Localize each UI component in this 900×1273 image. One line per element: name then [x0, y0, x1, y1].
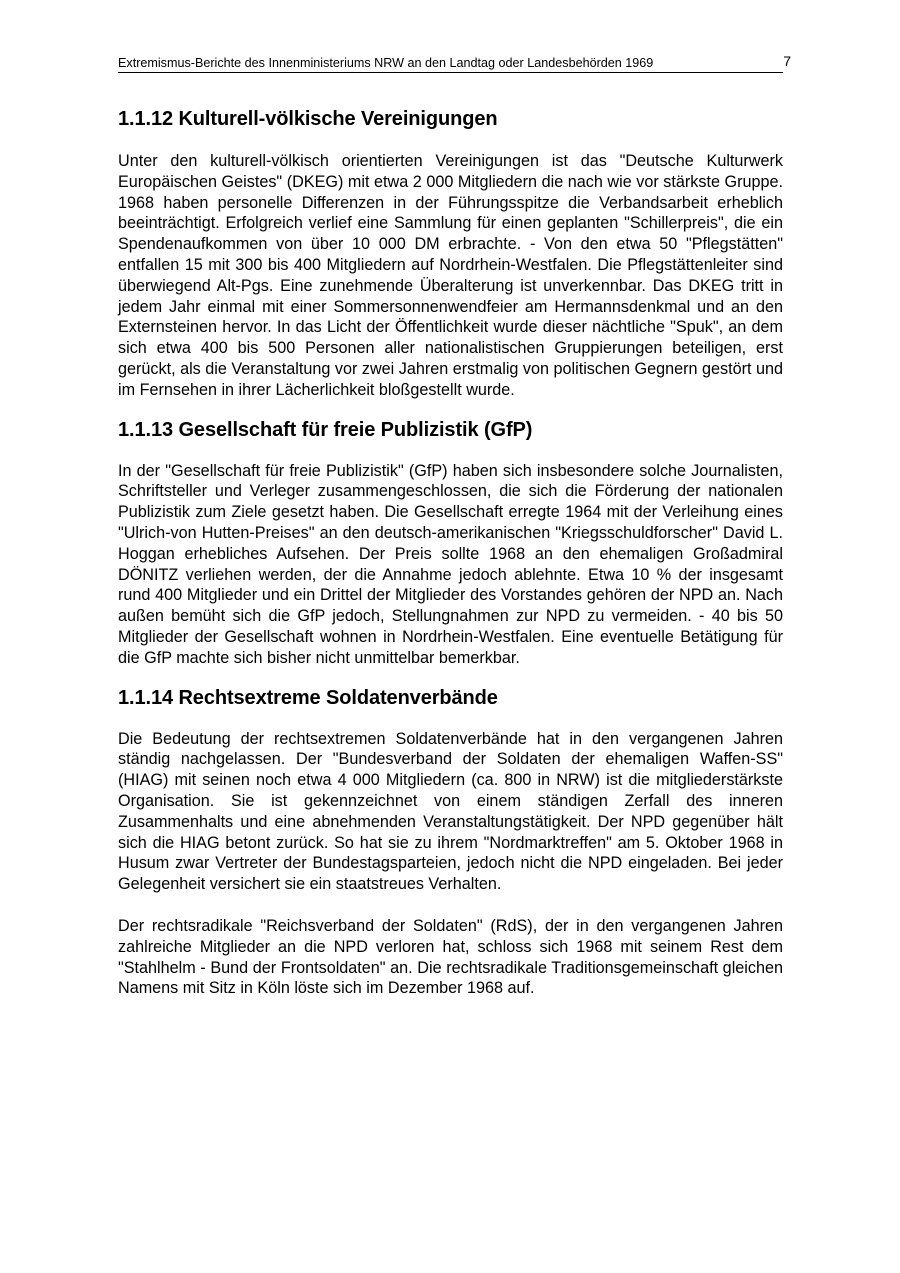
paragraph-soldatenverbaende: Die Bedeutung der rechtsextremen Soldatenverbände hat in den vergangenen Jahren ständig nachgelassen. Der "Bundesverband der Soldaten der ehemaligen Waffen-SS" (HIAG) mit seinen noch etwa 4 000 Mitgliedern (ca. 800 in NRW) ist die mitgliederstärkste Organisation. Sie ist gekennzeichnet von einem ständigen Zerfall des inneren Zusammenhalts und eine abnehmenden Veranstaltungstätigkeit. Der NPD gegenüber hält sich die HIAG betont zurück. So hat sie zu ihrem "Nordmarktreffen" am 5. Oktober 1968 in Husum zwar Vertreter der Bundestagsparteien, jedoch nicht die NPD eingeladen. Bei jeder Gelegenheit versichert sie ein staatstreues Verhalten. — [118, 729, 783, 894]
paragraph-gfp: In der "Gesellschaft für freie Publizistik" (GfP) haben sich insbesondere solche Journalisten, Schriftsteller und Verleger zusammengeschlossen, die sich die Förderung der nationalen Publizistik zum Ziele gesetzt haben. Die Gesellschaft erregte 1964 mit der Verleihung eines "Ulrich-von Hutten-Preises" an den deutsch-amerikanischen "Kriegsschuldforscher" David L. Hoggan erhebliches Aufsehen. Der Preis sollte 1968 an den ehemaligen Großadmiral DÖNITZ verliehen werden, der die Annahme jedoch ablehnte. Etwa 10 % der insgesamt rund 400 Mitglieder und ein Drittel der Mitglieder des Vorstandes gehören der NPD an. Nach außen bemüht sich die GfP jedoch, Stellungnahmen zur NPD zu vermeiden. - 40 bis 50 Mitglieder der Gesellschaft wohnen in Nordrhein-Westfalen. Eine eventuelle Betätigung für die GfP machte sich bisher nicht unmittelbar bemerkbar. — [118, 461, 783, 667]
document-body — [118, 104, 783, 999]
header-title: Extremismus-Berichte des Innenministeriums NRW an den Landtag oder Landesbehörden 1969 — [118, 56, 654, 70]
section-heading-1-1-14: 1.1.14 Rechtsextreme Soldatenverbände — [118, 686, 498, 709]
paragraph-reichsverband: Der rechtsradikale "Reichsverband der Soldaten" (RdS), der in den vergangenen Jahren zahlreiche Mitglieder an die NPD verloren hat, schloss sich 1968 mit seinem Rest dem "Stahlhelm - Bund der Frontsoldaten" an. Die rechtsradikale Traditionsgemeinschaft gleichen Namens mit Sitz in Köln löste sich im Dezember 1968 auf. — [118, 916, 783, 998]
section-heading-1-1-12: 1.1.12 Kulturell-völkische Vereinigungen — [118, 108, 498, 130]
page-number: 7 — [783, 53, 791, 69]
paragraph-kulturell-voelkisch: Unter den kulturell-völkisch orientierten Vereinigungen ist das "Deutsche Kulturwerk Europäischen Geistes" (DKEG) mit etwa 2 000 Mitgliedern die nach wie vor stärkste Gruppe. 1968 haben personelle Differenzen in der Führungsspitze die Verbandsarbeit erheblich beeinträchtigt. Erfolgreich verlief eine Sammlung für einen geplanten "Schillerpreis", die ein Spendenaufkommen von über 10 000 DM erbrachte. - Von den etwa 50 "Pflegstätten" entfallen 15 mit 300 bis 400 Mitgliedern auf Nordrhein-Westfalen. Die Pflegstättenleiter sind überwiegend Alt-Pgs. Eine zunehmende Überalterung ist unverkennbar. Das DKEG tritt in jedem Jahr einmal mit einer Sommersonnenwendfeier am Hermannsdenkmal und an den Externsteinen hervor. In das Licht der Öffentlichkeit wurde dieser nächtliche "Spuk", an dem sich etwa 400 bis 500 Personen aller nationalistischen Gruppierungen beteiligen, erst gerückt, als die Veranstaltung vor zwei Jahren erstmalig von politischen Gegnern gestört und im Fernsehen in ihrer Lächerlichkeit bloßgestellt wurde. — [118, 152, 783, 399]
running-header — [118, 53, 791, 73]
section-heading-1-1-13: 1.1.13 Gesellschaft für freie Publizistik (GfP) — [118, 418, 533, 441]
